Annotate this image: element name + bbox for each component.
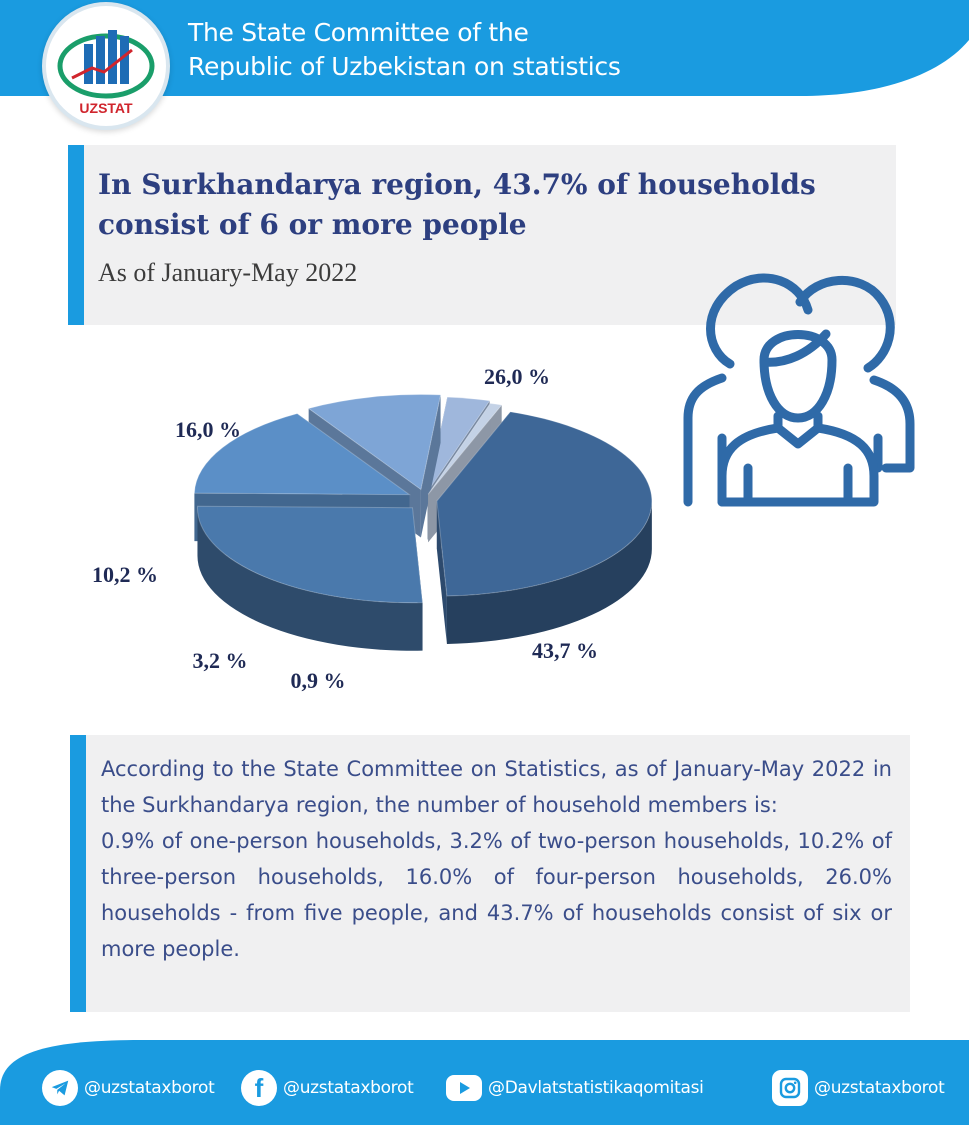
pie-label-1: 43,7 %: [532, 638, 598, 663]
organization-title-line1: The State Committee of the: [188, 18, 529, 47]
organization-title: [188, 16, 621, 84]
uzstat-logo: [42, 2, 170, 130]
pie-label-6: 0,9 %: [290, 668, 346, 693]
instagram-link[interactable]: [772, 1068, 944, 1108]
pie-label-3: 16,0 %: [175, 417, 241, 442]
instagram-icon: [772, 1070, 808, 1106]
description-paragraph1: According to the State Committee on Statistics, as of January-May 2022 in the Surkhandarya region, the number of household members is:: [101, 757, 892, 817]
telegram-handle: @uzstataxborot: [84, 1078, 215, 1098]
description-panel: [70, 735, 910, 1012]
pie-label-2: 26,0 %: [484, 364, 550, 389]
headline: [98, 165, 858, 245]
description-text: [101, 751, 892, 967]
youtube-link[interactable]: [446, 1068, 704, 1108]
facebook-handle: @uzstataxborot: [283, 1078, 414, 1098]
description-paragraph2: 0.9% of one-person households, 3.2% of two-person households, 10.2% of three-person households, 16.0% of four-person households, 26.0% households - from five people, and 43.7% of households consist of six or more people.: [101, 829, 892, 961]
organization-title-line2: Republic of Uzbekistan on statistics: [188, 52, 621, 81]
household-size-pie-chart: [0, 330, 969, 710]
pie-label-5: 3,2 %: [192, 648, 248, 673]
pie-label-4: 10,2 %: [92, 562, 158, 587]
instagram-handle: @uzstataxborot: [814, 1078, 945, 1098]
facebook-icon: f: [241, 1070, 277, 1106]
headline-subtitle: As of January-May 2022: [98, 258, 358, 287]
headline-line2: consist of 6 or more people: [98, 208, 527, 241]
pie-slice-2: [197, 506, 422, 651]
headline-line1: In Surkhandarya region, 43.7% of households: [98, 168, 816, 201]
logo-text: UZSTAT: [79, 100, 133, 116]
description-accent-bar: [70, 735, 86, 1012]
youtube-icon: [446, 1075, 482, 1101]
telegram-icon: [42, 1070, 78, 1106]
telegram-link[interactable]: [42, 1068, 214, 1108]
facebook-link[interactable]: [241, 1068, 413, 1108]
headline-accent-bar: [68, 145, 84, 325]
youtube-handle: @Davlatstatistikaqomitasi: [488, 1078, 704, 1098]
